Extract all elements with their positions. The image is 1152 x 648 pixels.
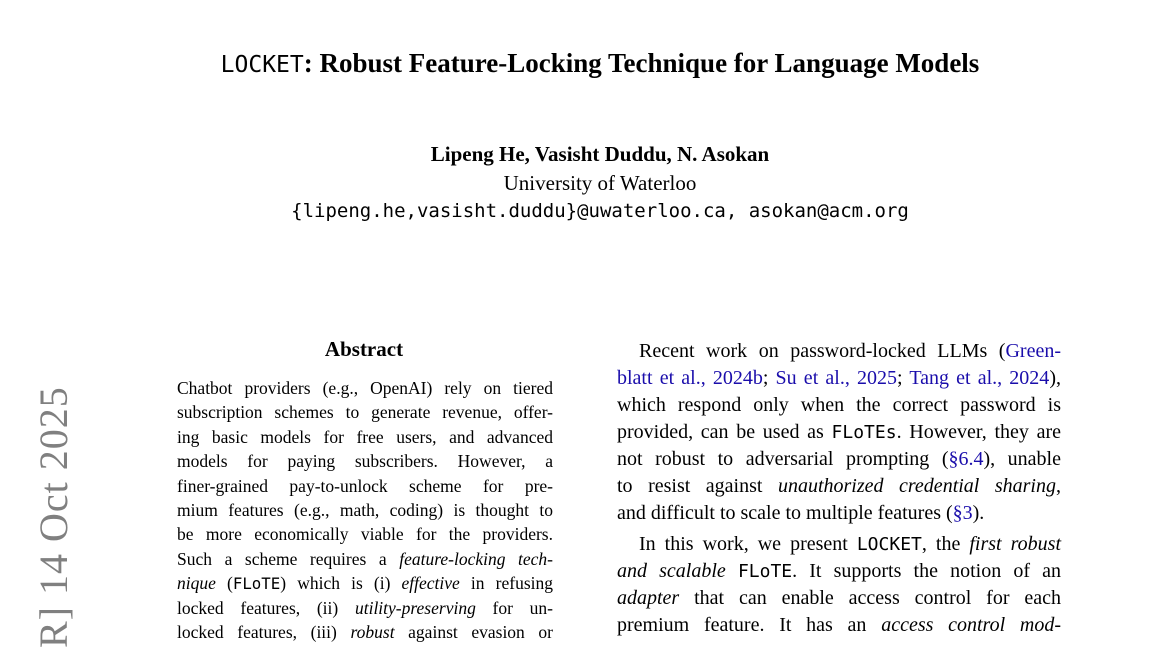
intro-text: not robust to adversarial prompting (: [617, 448, 949, 470]
abstract-line: ing basic models for free users, and advanced: [177, 426, 553, 447]
intro-text: provided, can be used as: [617, 421, 832, 443]
abstract-text: for un-: [475, 597, 554, 618]
abstract-text: Such a scheme requires a: [177, 548, 400, 569]
introduction-column: [617, 338, 1061, 639]
intro-line: [617, 338, 1061, 365]
abstract-line: [177, 547, 553, 571]
intro-text: ;: [896, 367, 910, 389]
abstract-line: [177, 620, 553, 644]
abstract-emphasis: nique: [177, 573, 216, 594]
intro-line: [617, 558, 1061, 585]
intro-line: [617, 531, 1061, 558]
intro-text: Recent work on password-locked LLMs (: [639, 340, 1006, 362]
intro-text: ).: [972, 502, 985, 524]
abstract-line: finer-grained pay-to-unlock scheme for pre-: [177, 475, 553, 496]
affiliation: University of Waterloo: [503, 171, 697, 195]
intro-emphasis: first robust: [969, 533, 1061, 555]
abstract-line: [177, 596, 553, 620]
intro-text: to resist against: [617, 475, 778, 497]
abstract-body: [177, 376, 553, 644]
intro-line: [617, 419, 1061, 446]
title-text: : Robust Feature-Locking Technique for Language Models: [303, 48, 980, 78]
author-emails: {lipeng.he,vasisht.duddu}@uwaterloo.ca, asokan@acm.org: [291, 200, 909, 222]
intro-text: ),: [1049, 367, 1061, 389]
intro-line: which respond only when the correct password is: [617, 394, 1061, 416]
abstract-line: [177, 571, 553, 595]
section-link[interactable]: §6.4: [948, 448, 984, 470]
intro-line: [617, 500, 1061, 527]
intro-text: . However, they are: [896, 421, 1061, 443]
intro-text: premium feature. It has an: [617, 614, 882, 636]
citation-link[interactable]: Tang et al., 2024: [909, 367, 1050, 389]
abstract-text: against evasion or: [394, 621, 553, 642]
intro-text: In this work, we present: [639, 533, 857, 555]
citation-link[interactable]: blatt et al., 2024b: [617, 367, 763, 389]
abstract-emphasis: feature-locking tech-: [399, 548, 553, 569]
intro-line: [617, 612, 1061, 639]
section-link[interactable]: §3: [952, 502, 973, 524]
intro-system-name: LOCKET: [856, 534, 922, 555]
abstract-text: ) which is (i): [280, 573, 402, 594]
intro-line: [617, 365, 1061, 392]
intro-text: [726, 560, 738, 582]
abstract-text: locked features, (ii): [177, 597, 355, 618]
intro-line: [617, 585, 1061, 612]
intro-text: and difficult to scale to multiple features (: [617, 502, 953, 524]
paper-title: [0, 48, 1152, 79]
abstract-emphasis: effective: [401, 573, 460, 594]
intro-emphasis: and scalable: [617, 560, 726, 582]
intro-emphasis: access control mod-: [881, 614, 1062, 636]
abstract-line: models for paying subscribers. However, a: [177, 451, 553, 472]
abstract-text: (: [215, 573, 233, 594]
abstract-emphasis: robust: [350, 621, 395, 642]
intro-text: ;: [762, 367, 776, 389]
abstract-line: mium features (e.g., math, coding) is thought to: [177, 499, 553, 520]
intro-line: [617, 473, 1061, 500]
intro-text: ), unable: [983, 448, 1061, 470]
intro-system-name: FLoTEs: [831, 422, 897, 443]
intro-text: . It supports the notion of an: [792, 560, 1062, 582]
abstract-line: Chatbot providers (e.g., OpenAI) rely on tiered: [177, 378, 553, 398]
abstract-line: subscription schemes to generate revenue, offer-: [177, 402, 553, 423]
title-system-name: LOCKET: [220, 52, 304, 78]
citation-link[interactable]: Su et al., 2025: [775, 367, 897, 389]
intro-text: that can enable access control for each: [679, 587, 1061, 609]
intro-line: [617, 446, 1061, 473]
intro-system-name: FLoTE: [737, 561, 793, 582]
author-list: Lipeng He, Vasisht Duddu, N. Asokan: [430, 142, 770, 166]
abstract-text: in refusing: [459, 573, 553, 594]
abstract-emphasis: utility-preserving: [354, 597, 476, 618]
intro-text: ,: [1056, 475, 1061, 497]
abstract-system-name: FLoTE: [232, 574, 281, 594]
abstract-text: locked features, (iii): [177, 621, 351, 642]
arxiv-sidebar-stamp: R] 14 Oct 2025: [31, 386, 76, 648]
abstract-line: be more economically viable for the providers.: [177, 524, 553, 545]
abstract-heading: Abstract: [324, 337, 404, 361]
intro-emphasis: unauthorized credential sharing: [777, 475, 1056, 497]
intro-emphasis: adapter: [617, 587, 680, 609]
intro-text: , the: [921, 533, 970, 555]
citation-link[interactable]: Green-: [1005, 340, 1061, 362]
